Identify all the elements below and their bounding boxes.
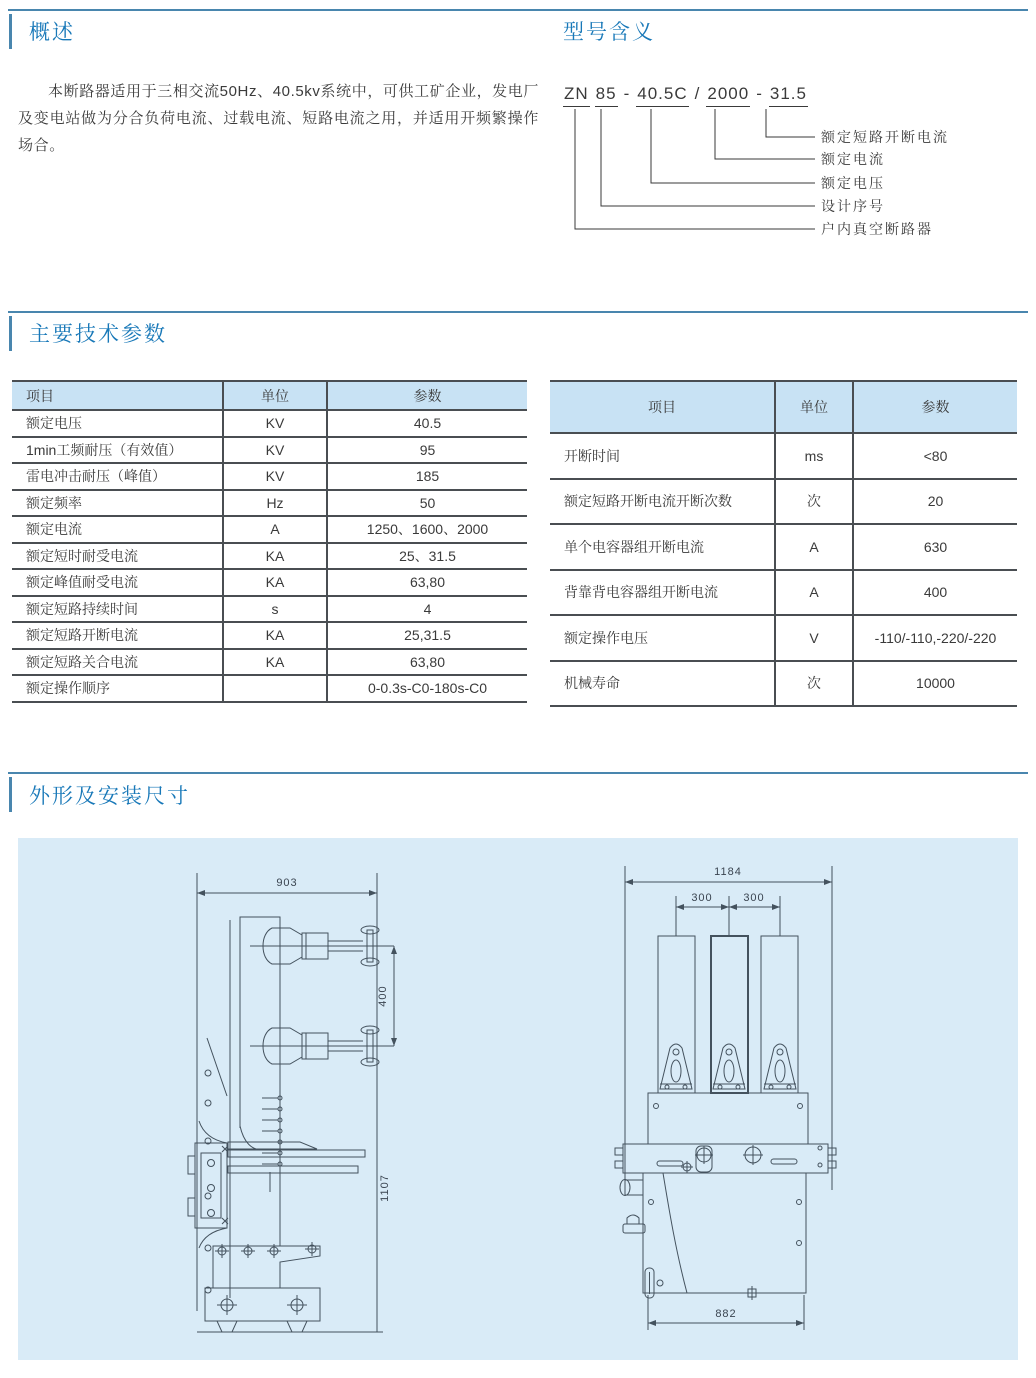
param-unit: ms <box>775 433 853 479</box>
model-meaning-heading: 型号含义 <box>563 21 655 44</box>
pole-bracket <box>713 1044 745 1089</box>
conductor-arm <box>228 1150 365 1157</box>
param-unit: A <box>775 570 853 616</box>
leader-line <box>651 109 815 183</box>
table-row <box>12 622 527 649</box>
param-item: 额定电压 <box>12 410 223 437</box>
drawings-panel <box>18 838 1018 1360</box>
table-row <box>550 433 1017 479</box>
table-row <box>12 649 527 676</box>
overview-paragraph: 本断路器适用于三相交流50Hz、40.5kv系统中，可供工矿企业，发电厂及变电站做为分合负荷电流、过载电流、短路电流之用，并适用开频繁操作场合。 <box>18 83 539 154</box>
param-item: 额定短路开断电流 <box>12 622 223 649</box>
param-value: <80 <box>853 433 1017 479</box>
frame-hole <box>205 1070 211 1076</box>
param-value: 1250、1600、2000 <box>327 516 527 543</box>
param-value: 630 <box>853 524 1017 570</box>
pole-column-center <box>711 936 748 1093</box>
table-row <box>12 410 527 437</box>
model-seg-slash: / <box>694 84 701 103</box>
base-assembly <box>197 1242 383 1332</box>
model-seg-dash1: - <box>623 84 631 103</box>
param-unit: 次 <box>775 661 853 707</box>
latch-pin <box>657 1280 663 1286</box>
model-seg-current: 2000 <box>706 84 750 107</box>
model-label-design-serial: 设计序号 <box>821 198 885 214</box>
bracket-hole <box>208 1210 215 1217</box>
shelf-bolt <box>305 1242 319 1256</box>
param-unit: 次 <box>775 479 853 525</box>
param-unit: KA <box>223 649 327 676</box>
handle-top <box>627 1215 639 1224</box>
param-item: 额定短路开断电流开断次数 <box>550 479 775 525</box>
plate-tab <box>615 1148 623 1155</box>
param-item: 机械寿命 <box>550 661 775 707</box>
pole-support-column <box>240 917 280 1246</box>
col-header-item: 项目 <box>12 381 223 410</box>
base-foot <box>217 1321 237 1332</box>
base-bolt <box>287 1295 307 1315</box>
param-item: 额定操作顺序 <box>12 675 223 702</box>
cabinet-profile-curve <box>663 1173 687 1293</box>
param-value: 10000 <box>853 661 1017 707</box>
plate-hole <box>818 1163 822 1167</box>
param-value: 25、31.5 <box>327 543 527 570</box>
dimensions-heading-bar <box>9 777 12 812</box>
bracket-inner <box>201 1153 221 1218</box>
cabinet-hole <box>649 1200 654 1205</box>
dim-label-1184: 1184 <box>714 866 742 878</box>
table-row <box>550 661 1017 707</box>
plate-bolt-cross <box>695 1146 713 1164</box>
leader-line <box>766 109 815 137</box>
param-unit <box>223 675 327 702</box>
param-unit: KA <box>223 569 327 596</box>
param-item: 额定电流 <box>12 516 223 543</box>
param-item: 额定短路持续时间 <box>12 596 223 623</box>
param-value: 0-0.3s-C0-180s-C0 <box>327 675 527 702</box>
param-unit: KA <box>223 543 327 570</box>
bracket-hole <box>208 1185 215 1192</box>
plate-hole <box>818 1146 822 1150</box>
leader-line <box>715 109 815 159</box>
pole-column <box>761 936 798 1093</box>
table-header-row <box>12 381 527 410</box>
param-item: 单个电容器组开断电流 <box>550 524 775 570</box>
table-row <box>12 463 527 490</box>
section-rule-dimensions <box>8 772 1028 774</box>
param-unit: V <box>775 615 853 661</box>
param-value: 63,80 <box>327 649 527 676</box>
pole-bracket <box>660 1044 692 1089</box>
model-seg-breaking: 31.5 <box>769 84 808 107</box>
bracket-body <box>195 1143 227 1228</box>
param-value: 63,80 <box>327 569 527 596</box>
conductor-arm <box>228 1166 358 1173</box>
base-bolt <box>217 1295 237 1315</box>
table-row <box>12 516 527 543</box>
table-row <box>12 437 527 464</box>
section-rule-parameters <box>8 311 1028 313</box>
leader-line <box>601 109 815 206</box>
bracket-hole <box>208 1160 215 1167</box>
leader-line <box>575 109 815 229</box>
dim-label-300-right: 300 <box>743 892 765 904</box>
col-header-value: 参数 <box>327 381 527 410</box>
dim-label-882: 882 <box>715 1308 737 1320</box>
table-row <box>550 615 1017 661</box>
param-unit: Hz <box>223 490 327 517</box>
table-row <box>12 596 527 623</box>
model-label-breaking-current: 额定短路开断电流 <box>821 129 949 145</box>
param-unit: KV <box>223 410 327 437</box>
table-row <box>550 524 1017 570</box>
param-item: 雷电冲击耐压（峰值） <box>12 463 223 490</box>
front-view-drawing <box>613 858 853 1338</box>
param-item: 额定操作电压 <box>550 615 775 661</box>
param-unit: KV <box>223 437 327 464</box>
parameters-heading-bar <box>9 316 12 351</box>
coil <box>262 1096 282 1192</box>
table-row <box>12 675 527 702</box>
handle <box>623 1224 645 1233</box>
section-rule-top <box>8 9 1028 11</box>
mounting-plate <box>615 1144 836 1173</box>
frame-gusset <box>207 1038 227 1096</box>
model-seg-dash2: - <box>756 84 763 103</box>
model-label-rated-voltage: 额定电压 <box>821 175 885 191</box>
dim-label-1107: 1107 <box>379 1174 391 1202</box>
side-bracket <box>188 1121 228 1248</box>
param-item: 额定短路关合电流 <box>12 649 223 676</box>
param-item: 额定频率 <box>12 490 223 517</box>
frame-hole <box>205 1100 211 1106</box>
param-unit: A <box>775 524 853 570</box>
overview-heading: 概述 <box>29 21 75 44</box>
table-header-row <box>550 381 1017 433</box>
base-foot <box>287 1321 307 1332</box>
param-value: 4 <box>327 596 527 623</box>
col-header-unit: 单位 <box>223 381 327 410</box>
param-item: 背靠背电容器组开断电流 <box>550 570 775 616</box>
frame-hole <box>205 1193 211 1199</box>
housing-hole <box>654 1104 659 1109</box>
parameters-table-left <box>12 380 527 703</box>
bracket-tab <box>188 1198 195 1216</box>
cabinet-hole <box>797 1200 802 1205</box>
param-unit: A <box>223 516 327 543</box>
param-unit: KA <box>223 622 327 649</box>
param-unit: s <box>223 596 327 623</box>
side-view-drawing <box>175 858 505 1338</box>
param-item: 开断时间 <box>550 433 775 479</box>
mechanism-cabinet <box>620 1173 806 1300</box>
model-label-indoor-vcb: 户内真空断路器 <box>821 221 933 237</box>
model-seg-type: ZN <box>563 84 590 107</box>
housing-hole <box>798 1104 803 1109</box>
overview-heading-bar <box>9 14 12 49</box>
plate-bolt-cross <box>743 1145 763 1165</box>
param-value: 400 <box>853 570 1017 616</box>
plate-tab <box>615 1161 623 1168</box>
table-row <box>12 569 527 596</box>
frame-curve <box>240 1126 260 1150</box>
param-item: 1min工频耐压（有效值） <box>12 437 223 464</box>
param-unit: KV <box>223 463 327 490</box>
param-item: 额定峰值耐受电流 <box>12 569 223 596</box>
table-row <box>550 570 1017 616</box>
parameters-heading: 主要技术参数 <box>29 323 167 346</box>
plate-slot <box>771 1159 797 1164</box>
param-value: 50 <box>327 490 527 517</box>
table-row <box>550 479 1017 525</box>
parameters-table-right <box>550 380 1017 707</box>
model-seg-voltage: 40.5C <box>636 84 688 107</box>
model-seg-design: 85 <box>595 84 618 107</box>
conductor-arm-wedge <box>228 1142 317 1149</box>
param-value: -110/-110,-220/-220 <box>853 615 1017 661</box>
param-item: 额定短时耐受电流 <box>12 543 223 570</box>
upper-housing <box>648 1093 808 1144</box>
cabinet-hole <box>797 1241 802 1246</box>
bottom-bolt-cross <box>745 1286 759 1300</box>
table-row <box>12 490 527 517</box>
pole-column <box>658 936 695 1093</box>
side-cylinder <box>625 1180 643 1195</box>
param-value: 40.5 <box>327 410 527 437</box>
dim-label-903: 903 <box>276 877 298 889</box>
bracket-flare <box>199 1121 227 1143</box>
bracket-flare <box>199 1228 227 1248</box>
shelf-outline <box>213 1246 320 1288</box>
dim-label-300-left: 300 <box>691 892 713 904</box>
model-label-rated-current: 额定电流 <box>821 151 885 167</box>
col-header-value: 参数 <box>853 381 1017 433</box>
frame-hole <box>205 1245 211 1251</box>
dim-label-400: 400 <box>377 985 389 1007</box>
param-value: 25,31.5 <box>327 622 527 649</box>
param-value: 95 <box>327 437 527 464</box>
col-header-unit: 单位 <box>775 381 853 433</box>
dimensions-heading: 外形及安装尺寸 <box>29 785 190 808</box>
model-code <box>563 84 808 107</box>
col-header-item: 项目 <box>550 381 775 433</box>
pole-bracket <box>764 1044 796 1089</box>
plate-slot <box>657 1161 683 1166</box>
param-value: 185 <box>327 463 527 490</box>
table-row <box>12 543 527 570</box>
model-legend-diagram <box>563 107 1023 257</box>
bracket-tab <box>188 1156 195 1174</box>
param-value: 20 <box>853 479 1017 525</box>
